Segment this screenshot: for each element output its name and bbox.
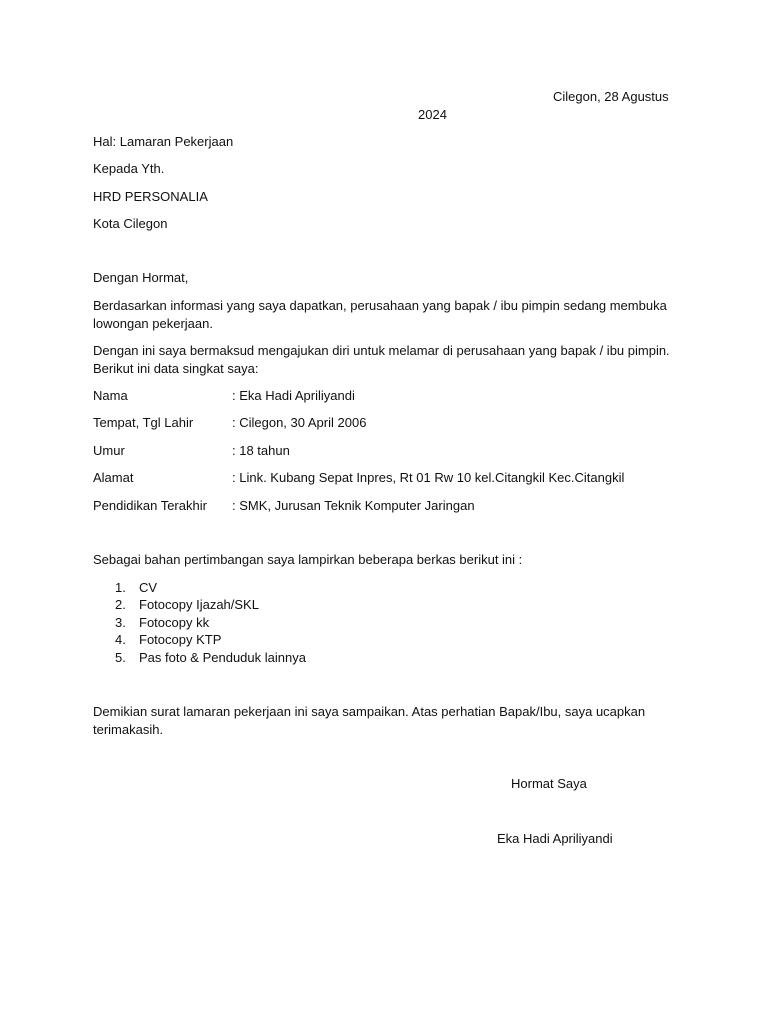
list-item: Fotocopy kk xyxy=(139,615,210,630)
letter-date: Cilegon, 28 Agustus xyxy=(553,89,669,104)
closing-line-1: Demikian surat lamaran pekerjaan ini saya sampaikan. Atas perhatian Bapak/Ibu, saya ucapkan xyxy=(93,704,646,719)
list-item-number: 3. xyxy=(115,615,126,630)
attachments-intro: Sebagai bahan pertimbangan saya lampirkan beberapa berkas berikut ini : xyxy=(93,552,523,567)
list-item: Fotocopy KTP xyxy=(139,632,222,647)
signature-name: Eka Hadi Apriliyandi xyxy=(497,831,613,846)
paragraph-2-line-2: Berikut ini data singkat saya: xyxy=(93,361,259,376)
data-value-name: : Eka Hadi Apriliyandi xyxy=(232,388,355,403)
signature-salutation: Hormat Saya xyxy=(511,776,587,791)
recipient-salutation: Kepada Yth. xyxy=(93,161,165,176)
data-label-address: Alamat xyxy=(93,470,134,485)
list-item: Fotocopy Ijazah/SKL xyxy=(139,597,259,612)
list-item-number: 1. xyxy=(115,580,126,595)
greeting: Dengan Hormat, xyxy=(93,270,189,285)
list-item: Pas foto & Penduduk lainnya xyxy=(139,650,306,665)
data-label-name: Nama xyxy=(93,388,128,403)
list-item: CV xyxy=(139,580,158,595)
list-item-number: 2. xyxy=(115,597,126,612)
data-value-age: : 18 tahun xyxy=(232,443,290,458)
recipient-department: HRD PERSONALIA xyxy=(93,189,208,204)
paragraph-1-line-2: lowongan pekerjaan. xyxy=(93,316,213,331)
letter-subject: Hal: Lamaran Pekerjaan xyxy=(93,134,234,149)
data-value-birth: : Cilegon, 30 April 2006 xyxy=(232,415,367,430)
data-value-address: : Link. Kubang Sepat Inpres, Rt 01 Rw 10 kel.Citangkil Kec.Citangkil xyxy=(232,470,625,485)
data-label-birth: Tempat, Tgl Lahir xyxy=(93,415,194,430)
data-value-education: : SMK, Jurusan Teknik Komputer Jaringan xyxy=(232,498,475,513)
paragraph-1-line-1: Berdasarkan informasi yang saya dapatkan, perusahaan yang bapak / ibu pimpin sedang membuka xyxy=(93,298,667,313)
list-item-number: 5. xyxy=(115,650,126,665)
data-label-education: Pendidikan Terakhir xyxy=(93,498,207,513)
paragraph-2-line-1: Dengan ini saya bermaksud mengajukan diri untuk melamar di perusahaan yang bapak / ibu pimpin. xyxy=(93,343,670,358)
recipient-city: Kota Cilegon xyxy=(93,216,168,231)
letter-date-year: 2024 xyxy=(418,107,447,122)
list-item-number: 4. xyxy=(115,632,126,647)
data-label-age: Umur xyxy=(93,443,125,458)
closing-line-2: terimakasih. xyxy=(93,722,164,737)
